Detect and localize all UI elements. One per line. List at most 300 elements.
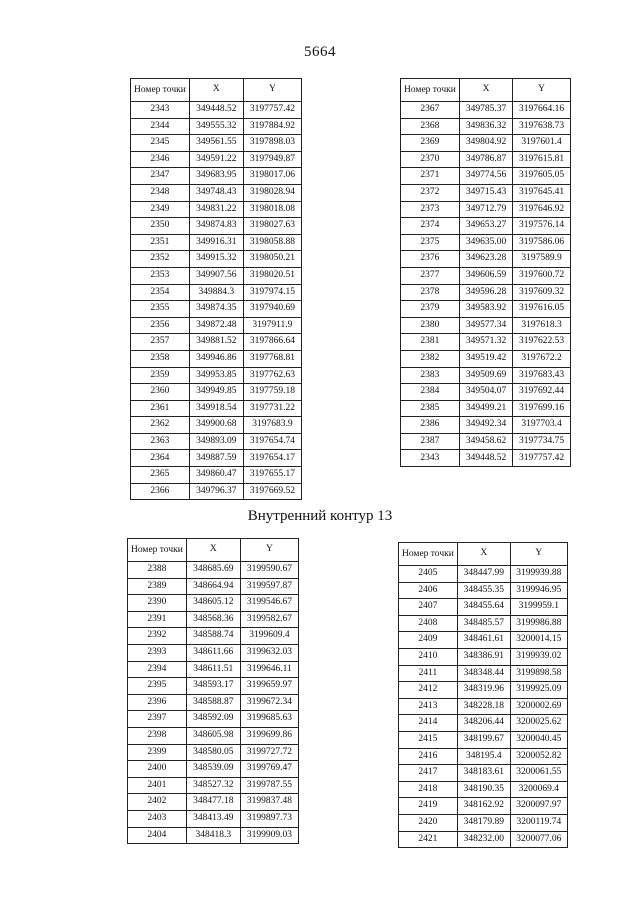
y-cell: 3199590.67 — [240, 562, 298, 579]
table-row — [401, 218, 571, 235]
x-cell: 348418.3 — [186, 827, 240, 844]
point-number-cell: 2382 — [401, 350, 460, 367]
x-cell: 348539.09 — [186, 761, 240, 778]
point-number-header: Номер точки — [128, 539, 187, 562]
y-cell: 3199897.73 — [240, 810, 298, 827]
table-row — [399, 731, 568, 748]
y-cell: 3199925.09 — [510, 682, 567, 699]
table-row — [128, 628, 299, 645]
point-number-cell: 2409 — [399, 632, 458, 649]
x-cell: 349916.31 — [189, 234, 243, 251]
x-cell: 349519.42 — [459, 350, 512, 367]
x-cell: 349448.52 — [459, 450, 512, 467]
x-header: X — [189, 79, 243, 102]
table-row — [401, 433, 571, 450]
coordinates-table — [127, 538, 299, 844]
x-cell: 349653.27 — [459, 218, 512, 235]
y-cell: 3197586.06 — [513, 234, 571, 251]
y-cell: 3197911.9 — [243, 317, 301, 334]
x-cell: 349683.95 — [189, 168, 243, 185]
x-cell: 349953.85 — [189, 367, 243, 384]
point-number-cell: 2406 — [399, 582, 458, 599]
y-cell: 3197669.52 — [243, 483, 301, 500]
table-row — [399, 648, 568, 665]
point-number-cell: 2344 — [131, 118, 190, 135]
point-number-cell: 2361 — [131, 400, 190, 417]
y-cell: 3197655.17 — [243, 467, 301, 484]
point-number-cell: 2418 — [399, 781, 458, 798]
x-cell: 349715.43 — [459, 184, 512, 201]
point-number-cell: 2407 — [399, 599, 458, 616]
table-row — [399, 599, 568, 616]
point-number-cell: 2343 — [401, 450, 460, 467]
table-row — [131, 218, 302, 235]
y-cell: 3199946.95 — [510, 582, 567, 599]
y-cell: 3197589.9 — [513, 251, 571, 268]
point-number-cell: 2352 — [131, 251, 190, 268]
y-cell: 3198020.51 — [243, 267, 301, 284]
y-cell: 3199659.97 — [240, 678, 298, 695]
table-row — [128, 595, 299, 612]
table-row — [128, 761, 299, 778]
table-row — [399, 632, 568, 649]
x-cell: 348319.96 — [457, 682, 510, 699]
point-number-cell: 2372 — [401, 184, 460, 201]
point-number-cell: 2388 — [128, 562, 187, 579]
y-cell: 3197759.18 — [243, 384, 301, 401]
point-number-cell: 2384 — [401, 384, 460, 401]
x-cell: 349504.07 — [459, 384, 512, 401]
point-number-cell: 2420 — [399, 814, 458, 831]
y-cell: 3198050.21 — [243, 251, 301, 268]
table-header-row — [401, 79, 571, 102]
point-number-cell: 2345 — [131, 135, 190, 152]
y-cell: 3199787.55 — [240, 777, 298, 794]
x-cell: 348447.99 — [457, 566, 510, 583]
x-cell: 349458.62 — [459, 433, 512, 450]
y-cell: 3197616.05 — [513, 301, 571, 318]
x-cell: 348588.74 — [186, 628, 240, 645]
point-number-cell: 2390 — [128, 595, 187, 612]
table-row — [401, 417, 571, 434]
x-cell: 349860.47 — [189, 467, 243, 484]
point-number-cell: 2391 — [128, 611, 187, 628]
table-row — [131, 151, 302, 168]
table-row — [131, 118, 302, 135]
table-row — [399, 748, 568, 765]
point-number-cell: 2348 — [131, 184, 190, 201]
point-number-cell: 2399 — [128, 744, 187, 761]
point-number-header: Номер точки — [131, 79, 190, 102]
x-cell: 348455.64 — [457, 599, 510, 616]
point-number-cell: 2412 — [399, 682, 458, 699]
point-number-cell: 2360 — [131, 384, 190, 401]
y-cell: 3197609.32 — [513, 284, 571, 301]
y-cell: 3199582.67 — [240, 611, 298, 628]
y-cell: 3198028.94 — [243, 184, 301, 201]
table-row — [399, 698, 568, 715]
table-header-row — [128, 539, 299, 562]
x-cell: 349804.92 — [459, 135, 512, 152]
y-cell: 3199597.87 — [240, 578, 298, 595]
x-cell: 348527.32 — [186, 777, 240, 794]
table-row — [401, 301, 571, 318]
point-number-cell: 2378 — [401, 284, 460, 301]
x-header: X — [457, 543, 510, 566]
point-number-cell: 2363 — [131, 433, 190, 450]
x-cell: 349499.21 — [459, 400, 512, 417]
table-row — [131, 184, 302, 201]
table-row — [131, 433, 302, 450]
x-cell: 349785.37 — [459, 102, 512, 119]
y-cell: 3200077.06 — [510, 831, 567, 848]
x-cell: 349635.00 — [459, 234, 512, 251]
section-title: Внутренний контур 13 — [247, 508, 393, 524]
table-row — [131, 168, 302, 185]
point-number-cell: 2346 — [131, 151, 190, 168]
y-header: Y — [240, 539, 298, 562]
table-row — [401, 367, 571, 384]
x-cell: 349874.83 — [189, 218, 243, 235]
point-number-cell: 2368 — [401, 118, 460, 135]
y-cell: 3200040.45 — [510, 731, 567, 748]
y-cell: 3200119.74 — [510, 814, 567, 831]
y-cell: 3197757.42 — [243, 102, 301, 119]
x-cell: 349561.55 — [189, 135, 243, 152]
table-row — [401, 450, 571, 467]
table-row — [131, 467, 302, 484]
point-number-cell: 2343 — [131, 102, 190, 119]
table-row — [399, 798, 568, 815]
point-number-cell: 2396 — [128, 694, 187, 711]
table-row — [401, 135, 571, 152]
y-cell: 3199632.03 — [240, 644, 298, 661]
point-number-cell: 2376 — [401, 251, 460, 268]
table-row — [131, 334, 302, 351]
table-row — [401, 184, 571, 201]
x-cell: 349918.54 — [189, 400, 243, 417]
y-cell: 3198018.08 — [243, 201, 301, 218]
x-cell: 348685.69 — [186, 562, 240, 579]
y-cell: 3197898.03 — [243, 135, 301, 152]
point-number-header: Номер точки — [399, 543, 458, 566]
table-row — [131, 102, 302, 119]
table-row — [399, 566, 568, 583]
x-cell: 348461.61 — [457, 632, 510, 649]
x-cell: 348183.61 — [457, 765, 510, 782]
point-number-cell: 2401 — [128, 777, 187, 794]
y-cell: 3200002.69 — [510, 698, 567, 715]
point-number-cell: 2392 — [128, 628, 187, 645]
y-header: Y — [513, 79, 571, 102]
x-cell: 348588.87 — [186, 694, 240, 711]
x-cell: 349872.48 — [189, 317, 243, 334]
y-cell: 3197683.9 — [243, 417, 301, 434]
table-row — [399, 831, 568, 848]
y-cell: 3199939.02 — [510, 648, 567, 665]
y-cell: 3199898.58 — [510, 665, 567, 682]
y-cell: 3199769.47 — [240, 761, 298, 778]
y-cell: 3197618.3 — [513, 317, 571, 334]
table-row — [401, 118, 571, 135]
y-cell: 3197654.17 — [243, 450, 301, 467]
y-cell: 3200052.82 — [510, 748, 567, 765]
table-row — [131, 450, 302, 467]
y-cell: 3197600.72 — [513, 267, 571, 284]
y-cell: 3197734.75 — [513, 433, 571, 450]
point-number-cell: 2375 — [401, 234, 460, 251]
x-cell: 349874.35 — [189, 301, 243, 318]
y-cell: 3197692.44 — [513, 384, 571, 401]
y-cell: 3197949.87 — [243, 151, 301, 168]
point-number-cell: 2411 — [399, 665, 458, 682]
point-number-cell: 2351 — [131, 234, 190, 251]
x-cell: 348162.92 — [457, 798, 510, 815]
point-number-cell: 2353 — [131, 267, 190, 284]
coordinates-table — [130, 78, 302, 500]
x-cell: 349796.37 — [189, 483, 243, 500]
y-cell: 3197768.81 — [243, 350, 301, 367]
point-number-cell: 2381 — [401, 334, 460, 351]
point-number-cell: 2356 — [131, 317, 190, 334]
x-cell: 348386.91 — [457, 648, 510, 665]
y-header: Y — [510, 543, 567, 566]
x-cell: 348568.36 — [186, 611, 240, 628]
point-number-cell: 2410 — [399, 648, 458, 665]
x-header: X — [459, 79, 512, 102]
y-cell: 3199699.86 — [240, 727, 298, 744]
point-number-cell: 2377 — [401, 267, 460, 284]
x-cell: 348580.05 — [186, 744, 240, 761]
x-cell: 348611.66 — [186, 644, 240, 661]
x-cell: 349555.32 — [189, 118, 243, 135]
point-number-cell: 2359 — [131, 367, 190, 384]
y-cell: 3197762.63 — [243, 367, 301, 384]
table-row — [131, 350, 302, 367]
point-number-cell: 2379 — [401, 301, 460, 318]
x-cell: 348477.18 — [186, 794, 240, 811]
point-number-cell: 2395 — [128, 678, 187, 695]
y-header: Y — [243, 79, 301, 102]
y-cell: 3197645.41 — [513, 184, 571, 201]
point-number-cell: 2417 — [399, 765, 458, 782]
coordinates-table — [400, 78, 571, 467]
point-number-cell: 2403 — [128, 810, 187, 827]
y-cell: 3199959.1 — [510, 599, 567, 616]
y-cell: 3199646.11 — [240, 661, 298, 678]
table-row — [401, 350, 571, 367]
table-row — [131, 135, 302, 152]
y-cell: 3197601.4 — [513, 135, 571, 152]
x-cell: 349887.59 — [189, 450, 243, 467]
y-cell: 3197576.14 — [513, 218, 571, 235]
y-cell: 3199939.88 — [510, 566, 567, 583]
table-row — [131, 284, 302, 301]
table-row — [128, 810, 299, 827]
x-cell: 349774.56 — [459, 168, 512, 185]
table-row — [399, 781, 568, 798]
x-cell: 348179.89 — [457, 814, 510, 831]
x-cell: 348593.17 — [186, 678, 240, 695]
table-row — [399, 682, 568, 699]
y-cell: 3198058.88 — [243, 234, 301, 251]
x-cell: 349831.22 — [189, 201, 243, 218]
point-number-cell: 2405 — [399, 566, 458, 583]
table-row — [128, 644, 299, 661]
point-number-cell: 2358 — [131, 350, 190, 367]
x-cell: 348455.35 — [457, 582, 510, 599]
point-number-cell: 2369 — [401, 135, 460, 152]
table-row — [399, 814, 568, 831]
x-cell: 349509.69 — [459, 367, 512, 384]
table-row — [128, 562, 299, 579]
table-row — [131, 267, 302, 284]
table-row — [131, 417, 302, 434]
x-cell: 349492.34 — [459, 417, 512, 434]
y-cell: 3197884.92 — [243, 118, 301, 135]
table-row — [401, 201, 571, 218]
table-row — [131, 483, 302, 500]
x-cell: 349748.43 — [189, 184, 243, 201]
y-cell: 3197866.64 — [243, 334, 301, 351]
point-number-cell: 2357 — [131, 334, 190, 351]
x-cell: 349836.32 — [459, 118, 512, 135]
table-row — [399, 665, 568, 682]
x-cell: 349946.86 — [189, 350, 243, 367]
table-row — [401, 334, 571, 351]
y-cell: 3197646.92 — [513, 201, 571, 218]
table-row — [131, 367, 302, 384]
x-cell: 349571.32 — [459, 334, 512, 351]
x-cell: 349448.52 — [189, 102, 243, 119]
table-row — [128, 744, 299, 761]
x-cell: 349606.59 — [459, 267, 512, 284]
x-cell: 349881.52 — [189, 334, 243, 351]
point-number-cell: 2400 — [128, 761, 187, 778]
x-cell: 348485.57 — [457, 615, 510, 632]
table-row — [399, 582, 568, 599]
y-cell: 3199546.67 — [240, 595, 298, 612]
table-row — [399, 715, 568, 732]
point-number-cell: 2367 — [401, 102, 460, 119]
point-number-cell: 2419 — [399, 798, 458, 815]
y-cell: 3200097.97 — [510, 798, 567, 815]
y-cell: 3199727.72 — [240, 744, 298, 761]
x-cell: 348413.49 — [186, 810, 240, 827]
point-number-cell: 2389 — [128, 578, 187, 595]
y-cell: 3199986.88 — [510, 615, 567, 632]
point-number-cell: 2347 — [131, 168, 190, 185]
point-number-cell: 2355 — [131, 301, 190, 318]
point-number-cell: 2380 — [401, 317, 460, 334]
x-cell: 349884.3 — [189, 284, 243, 301]
x-cell: 349577.34 — [459, 317, 512, 334]
point-number-cell: 2364 — [131, 450, 190, 467]
x-cell: 348190.35 — [457, 781, 510, 798]
x-cell: 349623.28 — [459, 251, 512, 268]
coordinates-table — [398, 542, 568, 848]
table-row — [131, 234, 302, 251]
table-row — [401, 234, 571, 251]
x-cell: 349712.79 — [459, 201, 512, 218]
x-cell: 348348.44 — [457, 665, 510, 682]
y-cell: 3200061.55 — [510, 765, 567, 782]
x-cell: 348592.09 — [186, 711, 240, 728]
point-number-cell: 2402 — [128, 794, 187, 811]
table-row — [401, 102, 571, 119]
table-row — [131, 384, 302, 401]
point-number-header: Номер точки — [401, 79, 460, 102]
table-row — [128, 777, 299, 794]
y-cell: 3197664.16 — [513, 102, 571, 119]
y-cell: 3197731.22 — [243, 400, 301, 417]
table-row — [401, 284, 571, 301]
x-cell: 349583.92 — [459, 301, 512, 318]
y-cell: 3200069.4 — [510, 781, 567, 798]
point-number-cell: 2350 — [131, 218, 190, 235]
point-number-cell: 2421 — [399, 831, 458, 848]
point-number-cell: 2370 — [401, 151, 460, 168]
point-number-cell: 2365 — [131, 467, 190, 484]
x-cell: 348232.00 — [457, 831, 510, 848]
y-cell: 3200025.62 — [510, 715, 567, 732]
x-cell: 349949.85 — [189, 384, 243, 401]
point-number-cell: 2414 — [399, 715, 458, 732]
point-number-cell: 2393 — [128, 644, 187, 661]
table-row — [128, 827, 299, 844]
y-cell: 3200014.15 — [510, 632, 567, 649]
point-number-cell: 2413 — [399, 698, 458, 715]
x-cell: 349596.28 — [459, 284, 512, 301]
table-row — [128, 678, 299, 695]
table-row — [131, 301, 302, 318]
y-cell: 3198027.63 — [243, 218, 301, 235]
table-row — [128, 727, 299, 744]
y-cell: 3197622.53 — [513, 334, 571, 351]
y-cell: 3199672.34 — [240, 694, 298, 711]
table-row — [131, 251, 302, 268]
y-cell: 3197672.2 — [513, 350, 571, 367]
point-number-cell: 2373 — [401, 201, 460, 218]
table-header-row — [399, 543, 568, 566]
point-number-cell: 2366 — [131, 483, 190, 500]
y-cell: 3197615.81 — [513, 151, 571, 168]
point-number-cell: 2383 — [401, 367, 460, 384]
table-row — [128, 578, 299, 595]
x-cell: 348228.18 — [457, 698, 510, 715]
x-cell: 348605.98 — [186, 727, 240, 744]
table-row — [401, 151, 571, 168]
table-row — [128, 794, 299, 811]
point-number-cell: 2398 — [128, 727, 187, 744]
table-row — [131, 400, 302, 417]
point-number-cell: 2362 — [131, 417, 190, 434]
point-number-cell: 2387 — [401, 433, 460, 450]
x-cell: 349591.22 — [189, 151, 243, 168]
y-cell: 3197974.15 — [243, 284, 301, 301]
x-cell: 348664.94 — [186, 578, 240, 595]
table-row — [401, 384, 571, 401]
table-row — [128, 611, 299, 628]
point-number-cell: 2374 — [401, 218, 460, 235]
x-cell: 348605.12 — [186, 595, 240, 612]
point-number-cell: 2416 — [399, 748, 458, 765]
point-number-cell: 2371 — [401, 168, 460, 185]
y-cell: 3197940.69 — [243, 301, 301, 318]
y-cell: 3197703.4 — [513, 417, 571, 434]
x-cell: 349786.87 — [459, 151, 512, 168]
x-cell: 348195.4 — [457, 748, 510, 765]
